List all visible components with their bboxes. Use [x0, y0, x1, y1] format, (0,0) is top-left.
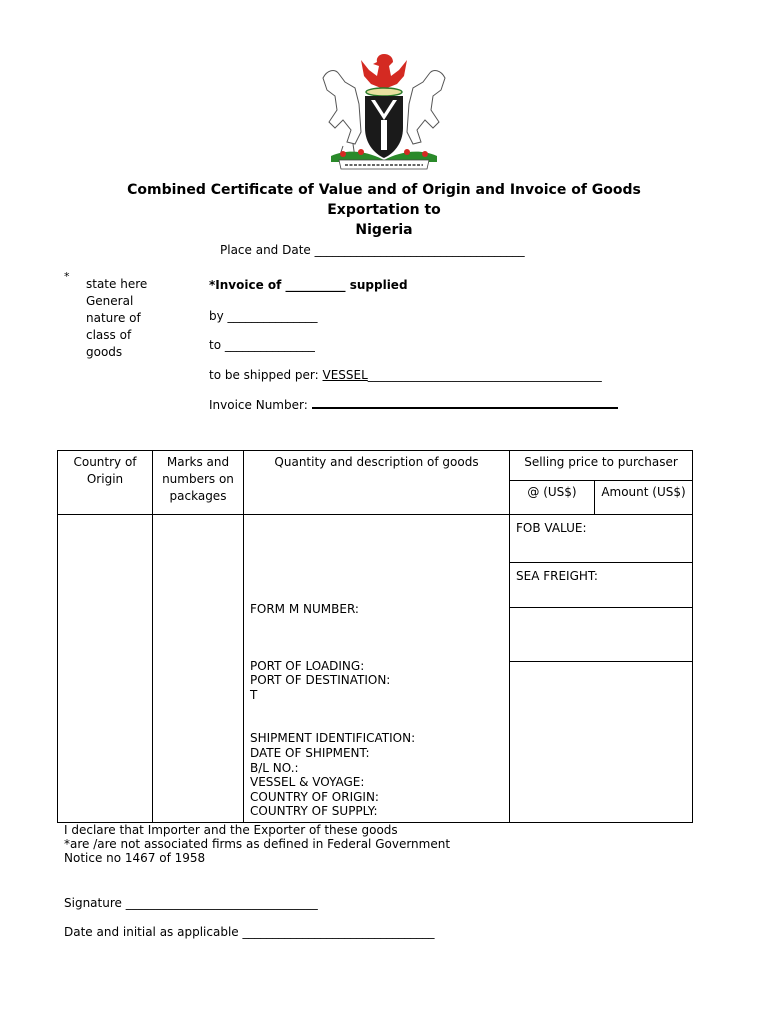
- side-note-line: state here: [86, 277, 148, 291]
- country-of-supply-label: COUNTRY OF SUPPLY:: [250, 804, 378, 819]
- place-and-date-field[interactable]: Place and Date ___________________________________: [220, 243, 525, 257]
- signature-field[interactable]: Signature ________________________________: [64, 896, 318, 910]
- declaration-line: I declare that Importer and the Exporter of these goods: [64, 823, 398, 837]
- declaration-line: Notice no 1467 of 1958: [64, 851, 206, 866]
- country-of-origin-label: COUNTRY OF ORIGIN:: [250, 789, 379, 804]
- fob-value-cell[interactable]: FOB VALUE:: [510, 515, 693, 563]
- side-note-line: goods: [86, 345, 123, 359]
- vessel-voyage-label: VESSEL & VOYAGE:: [250, 775, 365, 790]
- invoice-number-line: [312, 396, 618, 409]
- marks-and-numbers-cell[interactable]: [153, 515, 244, 823]
- shipped-per-value: VESSEL: [322, 368, 368, 382]
- header-at-usd: @ (US$): [510, 481, 595, 515]
- document-title-line-1: Combined Certificate of Value and of Origin and Invoice of Goods: [127, 182, 641, 198]
- quantity-description-cell[interactable]: [244, 515, 510, 823]
- side-note-line: General: [86, 294, 134, 308]
- shipment-block: [244, 702, 509, 819]
- port-destination-value: T: [250, 687, 258, 702]
- port-of-destination-label: PORT OF DESTINATION:: [250, 673, 391, 688]
- declaration-line: *are /are not associated firms as defined in Federal Government: [64, 837, 451, 852]
- sea-freight-cell[interactable]: SEA FREIGHT:: [510, 563, 693, 608]
- side-note-asterisk: *: [64, 270, 70, 283]
- to-field[interactable]: to _______________: [209, 338, 315, 352]
- shipped-per-label: to be shipped per:: [209, 368, 323, 382]
- side-note-line: nature of: [86, 311, 141, 325]
- shipment-identification-label: SHIPMENT IDENTIFICATION:: [250, 731, 416, 746]
- declaration: [64, 823, 450, 866]
- by-field[interactable]: by _______________: [209, 309, 318, 323]
- invoice-number-label: Invoice Number:: [209, 398, 312, 412]
- document-title-line-2: Exportation to: [327, 202, 441, 218]
- country-of-origin-cell[interactable]: [58, 515, 153, 823]
- invoice-number-field[interactable]: [209, 396, 618, 412]
- goods-table: [57, 450, 693, 823]
- form-m-number-label: FORM M NUMBER:: [250, 602, 359, 616]
- date-and-initial-field[interactable]: Date and initial as applicable ________________________________: [64, 925, 435, 939]
- port-of-loading-label: PORT OF LOADING:: [250, 658, 365, 673]
- price-blank-cell[interactable]: [510, 608, 693, 662]
- price-total-cell[interactable]: [510, 662, 693, 823]
- header-marks-and-numbers: Marks and numbers on packages: [153, 451, 244, 515]
- coat-of-arms-emblem: [309, 48, 459, 173]
- header-amount-usd: Amount (US$): [595, 481, 693, 515]
- header-selling-price: Selling price to purchaser: [510, 451, 693, 481]
- document-title-line-3: Nigeria: [355, 222, 413, 238]
- bl-number-label: B/L NO.:: [250, 760, 299, 775]
- shipped-per-field[interactable]: [209, 368, 602, 382]
- shipped-per-line: _______________________________________: [367, 368, 602, 382]
- header-country-of-origin: Country of Origin: [58, 451, 153, 515]
- date-of-shipment-label: DATE OF SHIPMENT:: [250, 745, 370, 760]
- side-note-line: class of: [86, 328, 132, 342]
- invoice-of-field[interactable]: *Invoice of __________ supplied: [209, 278, 408, 292]
- ports-block: [244, 617, 509, 703]
- side-note: [86, 276, 147, 361]
- header-quantity-description: Quantity and description of goods: [244, 451, 510, 515]
